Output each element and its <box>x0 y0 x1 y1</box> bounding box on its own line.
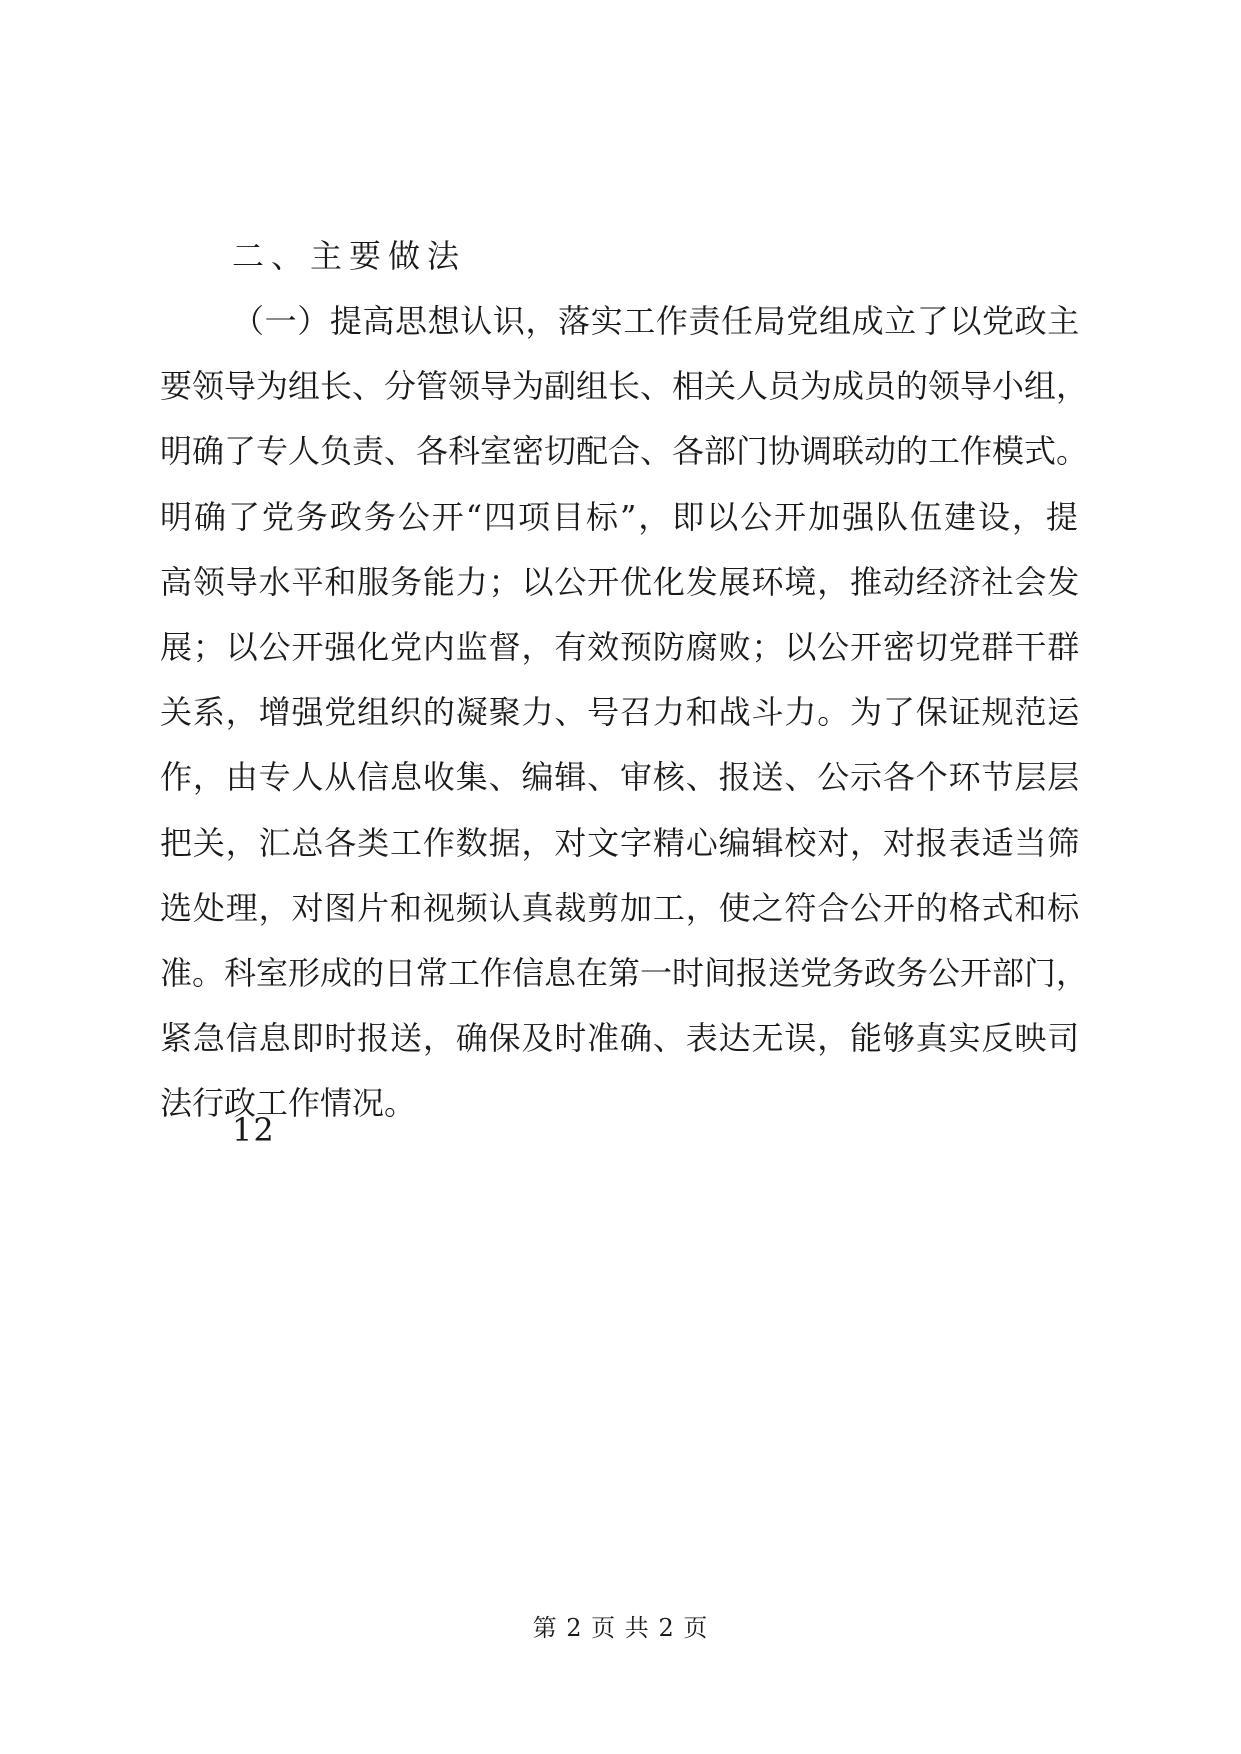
page-footer: 第 2 页 共 2 页 <box>532 1614 709 1642</box>
paragraph-line: 要领导为组长、分管领导为副组长、相关人员为成员的领导小组， <box>160 367 1089 406</box>
paragraph-line: 紧急信息即时报送，确保及时准确、表达无误，能够真实反映司 <box>160 1019 1081 1058</box>
paragraph-line: 展；以公开强化党内监督，有效预防腐败；以公开密切党群干群 <box>160 628 1081 666</box>
paragraph-line: 准。科室形成的日常工作信息在第一时间报送党务政务公开部门， <box>160 954 1089 992</box>
paragraph-line: 法行政工作情况。 <box>160 1084 417 1123</box>
paragraph-line: 明确了专人负责、各科室密切配合、各部门协调联动的工作模式。 <box>160 432 1089 471</box>
paragraph-line: 明确了党务政务公开“四项目标”，即以公开加强队伍建设，提 <box>160 497 1080 536</box>
paragraph-line: 作，由专人从信息收集、编辑、审核、报送、公示各个环节层层 <box>160 758 1081 797</box>
paragraph-line: 选处理，对图片和视频认真裁剪加工，使之符合公开的格式和标 <box>160 888 1081 927</box>
trailing-number: 12 <box>232 1111 275 1149</box>
paragraph-line: 把关，汇总各类工作数据，对文字精心编辑校对，对报表适当筛 <box>160 823 1081 862</box>
paragraph-line: （一）提高思想认识，落实工作责任局党组成立了以党政主 <box>232 302 1080 340</box>
section-heading: 二、主要做法 <box>232 237 467 275</box>
paragraph-line: 高领导水平和服务能力；以公开优化发展环境，推动经济社会发 <box>160 562 1081 601</box>
paragraph-line: 关系，增强党组织的凝聚力、号召力和战斗力。为了保证规范运 <box>160 693 1081 732</box>
